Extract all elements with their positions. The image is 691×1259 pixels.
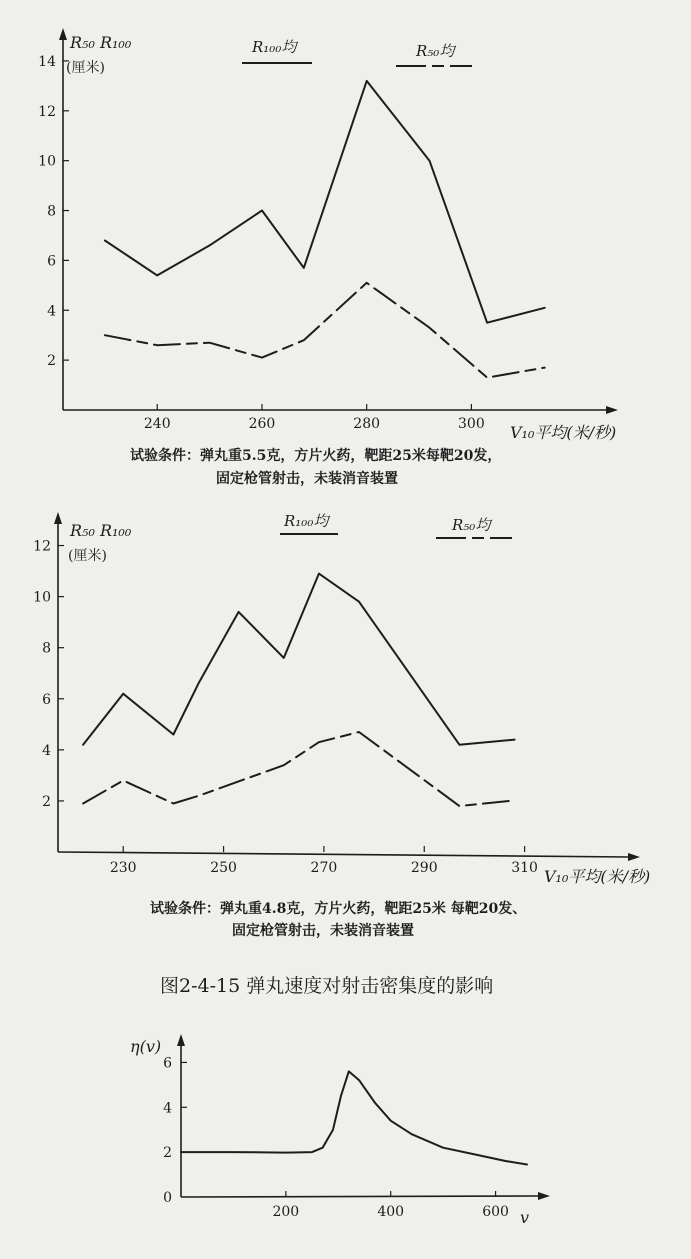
chart-3-y-label: η(v) xyxy=(130,1037,162,1056)
chart-2-x-axis-arrow xyxy=(628,853,640,861)
chart-2-x-axis xyxy=(58,852,630,857)
chart-3-x-label: v xyxy=(520,1208,530,1227)
chart-1-x-axis-arrow xyxy=(606,406,618,414)
chart-1-condition-line-2: 固定枪管射击，未装消音装置 xyxy=(216,471,398,487)
chart-3-x-axis xyxy=(181,1196,540,1197)
chart-2-y-tick-label: 2 xyxy=(42,793,51,810)
chart-3-y-tick-label: 0 xyxy=(163,1190,172,1206)
chart-2-y-axis-arrow xyxy=(54,512,62,524)
chart-2-x-label: V₁₀平均(米/秒) xyxy=(544,867,651,886)
chart-1-y-axis-arrow xyxy=(59,28,67,40)
chart-2-x-tick-label: 230 xyxy=(109,860,137,876)
chart-3-y-tick-label: 6 xyxy=(163,1055,172,1072)
chart-1-y-tick-label: 4 xyxy=(47,303,56,320)
chart-3-x-tick-label: 400 xyxy=(377,1204,405,1220)
chart-2-x-tick-label: 290 xyxy=(410,860,438,876)
chart-2-y-tick-label: 4 xyxy=(42,742,51,759)
chart-2-y-tick-label: 10 xyxy=(33,589,51,606)
chart-2-legend-solid-label: R₁₀₀均 xyxy=(284,512,329,530)
chart-3-y-axis-arrow xyxy=(177,1034,185,1046)
chart-2 xyxy=(33,512,650,939)
chart-1-y-tick-label: 10 xyxy=(38,153,56,170)
chart-1-x-tick-label: 300 xyxy=(458,416,485,432)
chart-1-legend-solid-label: R₁₀₀均 xyxy=(252,38,297,56)
chart-1-x-tick-label: 240 xyxy=(143,416,171,432)
chart-1-y-tick-label: 12 xyxy=(38,103,56,120)
chart-2-series-solid-line xyxy=(83,574,514,745)
chart-3-x-tick-label: 600 xyxy=(482,1204,509,1220)
chart-1-y-label: R₅₀ R₁₀₀ xyxy=(70,33,132,52)
chart-1-y-tick-label: 8 xyxy=(47,203,56,220)
chart-3-y-tick-label: 4 xyxy=(163,1100,172,1117)
chart-1-y-tick-label: 6 xyxy=(47,253,56,270)
chart-3 xyxy=(130,1034,550,1227)
chart-3-x-axis-arrow xyxy=(538,1192,550,1200)
chart-1-series-solid-line xyxy=(105,81,545,323)
chart-2-series-dashed-line xyxy=(83,732,510,806)
chart-2-x-tick-label: 270 xyxy=(310,860,338,876)
chart-1 xyxy=(38,28,618,487)
chart-2-y-unit: (厘米) xyxy=(68,548,107,564)
chart-1-x-label: V₁₀平均(米/秒) xyxy=(510,423,617,442)
chart-1-legend-dashed-label: R₅₀均 xyxy=(416,42,455,60)
chart-2-y-label: R₅₀ R₁₀₀ xyxy=(70,521,132,540)
chart-1-y-tick-label: 14 xyxy=(38,53,56,70)
chart-1-condition-line-1: 试验条件：弹丸重5.5克，方片火药，靶距25米每靶20发， xyxy=(130,448,502,464)
chart-2-condition-line-2: 固定枪管射击，未装消音装置 xyxy=(232,923,414,939)
chart-2-x-tick-label: 250 xyxy=(210,860,237,876)
chart-2-x-tick-label: 310 xyxy=(511,860,538,876)
figure-caption: 图2-4-15 弹丸速度对射击密集度的影响 xyxy=(160,975,494,997)
chart-2-y-tick-label: 6 xyxy=(42,691,51,708)
chart-2-legend-dashed-label: R₅₀均 xyxy=(452,516,491,534)
chart-3-series-solid-line xyxy=(181,1071,527,1164)
chart-2-y-tick-label: 12 xyxy=(33,538,51,555)
chart-1-y-tick-label: 2 xyxy=(47,353,56,370)
chart-1-x-tick-label: 280 xyxy=(353,416,381,432)
chart-2-condition-line-1: 试验条件：弹丸重4.8克，方片火药，靶距25米 每靶20发、 xyxy=(150,901,527,917)
chart-3-y-tick-label: 2 xyxy=(163,1145,172,1162)
chart-1-x-tick-label: 260 xyxy=(248,416,276,432)
chart-2-y-tick-label: 8 xyxy=(42,640,51,657)
chart-1-y-unit: (厘米) xyxy=(66,60,105,76)
chart-3-x-tick-label: 200 xyxy=(272,1204,300,1220)
